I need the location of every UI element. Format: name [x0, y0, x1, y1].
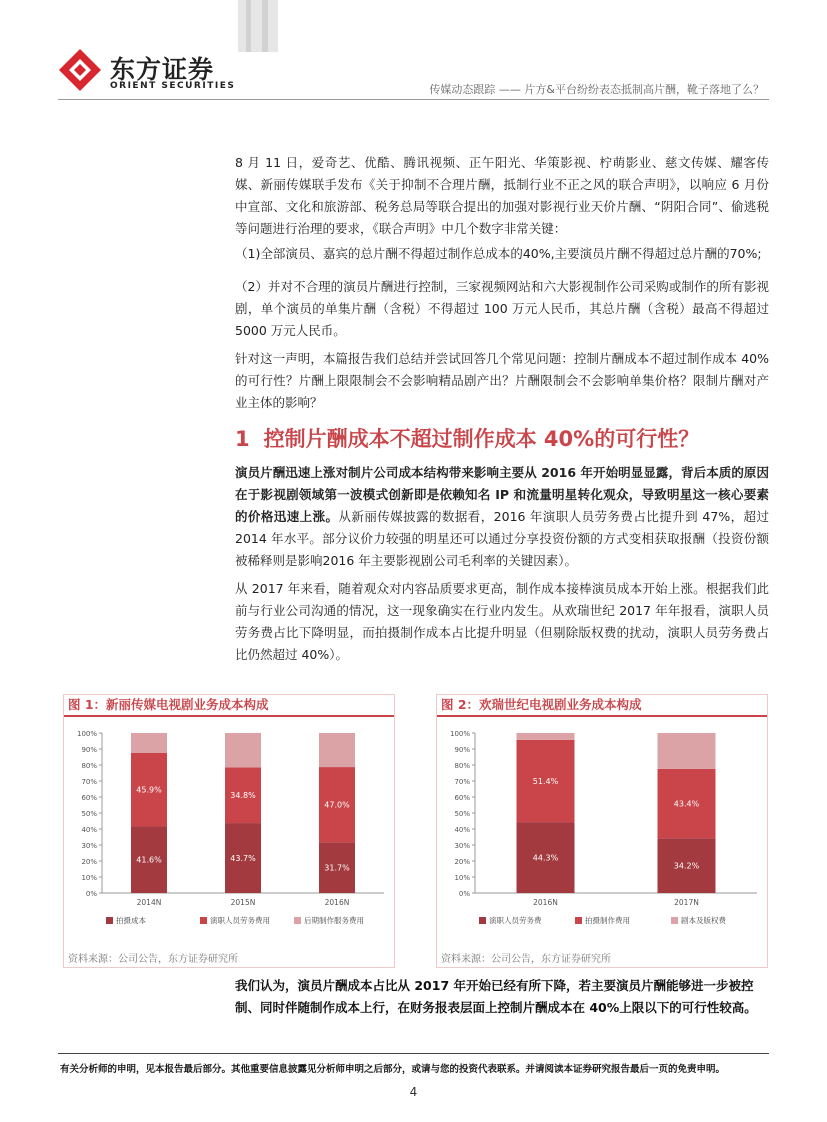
y-tick-label: 80%	[81, 762, 97, 770]
y-tick-label: 10%	[454, 874, 470, 882]
legend-label: 拍摄制作费用	[585, 916, 630, 925]
y-tick-label: 70%	[454, 778, 470, 786]
x-tick-label: 2014N	[136, 898, 162, 907]
section-heading	[235, 423, 699, 453]
y-tick-label: 50%	[81, 810, 97, 818]
y-tick-label: 30%	[81, 842, 97, 850]
legend-swatch	[294, 917, 301, 924]
y-tick-label: 100%	[76, 730, 97, 738]
section-title: 控制片酬成本不超过制作成本 40%的可行性？	[263, 427, 700, 451]
data-label: 51.4%	[532, 777, 559, 786]
logo-english-name: ORIENT SECURITIES	[110, 81, 236, 91]
paragraph-analysis	[235, 462, 769, 572]
data-label: 44.3%	[532, 853, 559, 863]
chart-2	[437, 725, 767, 935]
footer-divider	[58, 1053, 769, 1054]
y-tick-label: 100%	[449, 730, 470, 738]
paragraph-2017: 从 2017 年来看，随着观众对内容品质要求更高，制作成本接棒演员成本开始上涨。根据我们此前与行业公司沟通的情况，这一现象确实在行业内发生。从欢瑞世纪 2017 年年报看，演职人员劳务费占比下降明显，而拍摄制作成本占比提升明显（但剔除版权费的扰动，演职人员劳务费占比仍然超过 40%）。	[235, 581, 769, 662]
paragraph-intro: 8 月 11 日，爱奇艺、优酷、腾讯视频、正午阳光、华策影视、柠萌影业、慈文传媒、耀客传媒、新丽传媒联手发布《关于抑制不合理片酬，抵制行业不正之风的联合声明》，以响应 6 月份中宣部、文化和旅游部、税务总局等联合提出的加强对影视行业天价片酬、“阴阳合同”、偷逃税等问题进行治理的要求，《联合声明》中几个数字非常关键：	[235, 155, 769, 236]
data-label: 43.7%	[230, 854, 256, 864]
y-tick-label: 20%	[454, 858, 470, 866]
y-tick-label: 90%	[454, 746, 470, 754]
report-title: 传媒动态跟踪 —— 片方&平台纷纷表态抵制高片酬，靴子落地了么？	[429, 83, 764, 96]
x-tick-label: 2016N	[533, 898, 558, 907]
figure-1-caption: 图 1：新丽传媒电视剧业务成本构成	[68, 697, 269, 712]
section-number: 1	[235, 427, 250, 451]
y-tick-label: 60%	[454, 794, 470, 802]
y-tick-label: 50%	[454, 810, 470, 818]
legend-swatch	[671, 917, 678, 924]
paragraph-point-2: （2）并对不合理的演员片酬进行控制，三家视频网站和六大影视制作公司采购或制作的所有影视剧，单个演员的单集片酬（含税）不得超过 100 万元人民币，其总片酬（含税）最高不得超过 5000 万元人民币。	[235, 279, 769, 338]
legend-swatch	[575, 917, 582, 924]
bar-segment	[517, 733, 575, 740]
data-label: 34.8%	[230, 791, 256, 801]
bar-segment	[225, 733, 261, 767]
header-divider	[58, 99, 769, 100]
x-tick-label: 2017N	[674, 898, 699, 907]
figure-2-rule	[437, 715, 767, 717]
legend-swatch	[200, 917, 207, 924]
x-tick-label: 2016N	[324, 898, 350, 907]
page-number: 4	[409, 1085, 418, 1099]
y-tick-label: 40%	[454, 826, 470, 834]
data-label: 45.9%	[136, 785, 162, 795]
legend-label: 拍摄成本	[116, 916, 146, 925]
bar-segment	[658, 733, 716, 769]
data-label: 31.7%	[324, 863, 350, 873]
paragraph-questions: 针对这一声明，本篇报告我们总结并尝试回答几个常见问题：控制片酬成本不超过制作成本 40%的可行性？片酬上限限制会不会影响精品剧产出？片酬限制会不会影响单集价格？限制片酬对产业主体的影响？	[235, 351, 769, 410]
paragraph-analysis-normal: 从新丽传媒披露的数据看，2016 年演职人员劳务费占比提升到 47%，超过 2014 年水平。部分议价力较强的明星还可以通过分享投资份额的方式变相获取报酬（投资份额被稀释则是影响2016 年主要影视剧公司毛利率的关键因素）。	[235, 509, 769, 568]
legend-swatch	[479, 917, 486, 924]
paragraph-analysis-bold: 演员片酬迅速上涨对制片公司成本结构带来影响主要从 2016 年开始明显显露，背后本质的原因在于影视剧领域第一波模式创新即是依赖知名 IP 和流量明星转化观众，导致明星这一核心要素的价格迅速上涨。	[235, 465, 769, 524]
bar-segment	[131, 733, 167, 753]
orient-logo-icon	[58, 48, 102, 92]
x-tick-label: 2015N	[230, 898, 256, 907]
data-label: 43.4%	[673, 799, 700, 809]
figure-1-rule	[64, 715, 394, 717]
logo-chinese-name: 东方证券	[110, 55, 215, 84]
chart-1	[64, 725, 394, 935]
data-label: 47.0%	[324, 800, 350, 810]
figure-2	[436, 694, 768, 968]
bar-segment	[319, 733, 355, 767]
data-label: 41.6%	[136, 855, 162, 865]
y-tick-label: 80%	[454, 762, 470, 770]
figure-2-caption: 图 2：欢瑞世纪电视剧业务成本构成	[441, 697, 642, 712]
y-tick-label: 60%	[81, 794, 97, 802]
y-tick-label: 0%	[458, 890, 470, 898]
paragraph-point-1: （1)全部演员、嘉宾的总片酬不得超过制作总成本的40%,主要演员片酬不得超过总片酬的70%;	[235, 246, 762, 261]
conclusion-paragraph: 我们认为，演员片酬成本占比从 2017 年开始已经有所下降，若主要演员片酬能够进一步被控制、同时伴随制作成本上行，在财务报表层面上控制片酬成本在 40%上限以下的可行性较高。	[235, 978, 757, 1015]
y-tick-label: 70%	[81, 778, 97, 786]
figure-1	[63, 694, 395, 968]
footer-disclaimer: 有关分析师的申明，见本报告最后部分。其他重要信息披露见分析师申明之后部分，或请与您的投资代表联系。并请阅读本证券研究报告最后一页的免责申明。	[60, 1064, 726, 1075]
legend-label: 演职人员劳务费用	[210, 916, 270, 925]
legend-label: 后期制作服务费用	[304, 916, 364, 925]
y-tick-label: 10%	[81, 874, 97, 882]
legend-label: 演职人员劳务费	[489, 916, 542, 925]
y-tick-label: 0%	[85, 890, 97, 898]
legend-label: 剧本及版权费	[681, 916, 726, 925]
figure-1-source: 资料来源：公司公告，东方证券研究所	[68, 954, 238, 965]
y-tick-label: 20%	[81, 858, 97, 866]
header-decoration	[238, 0, 278, 52]
y-tick-label: 90%	[81, 746, 97, 754]
y-tick-label: 40%	[81, 826, 97, 834]
legend-swatch	[106, 917, 113, 924]
data-label: 34.2%	[673, 861, 700, 871]
figure-2-source: 资料来源：公司公告，东方证券研究所	[441, 954, 611, 965]
y-tick-label: 30%	[454, 842, 470, 850]
